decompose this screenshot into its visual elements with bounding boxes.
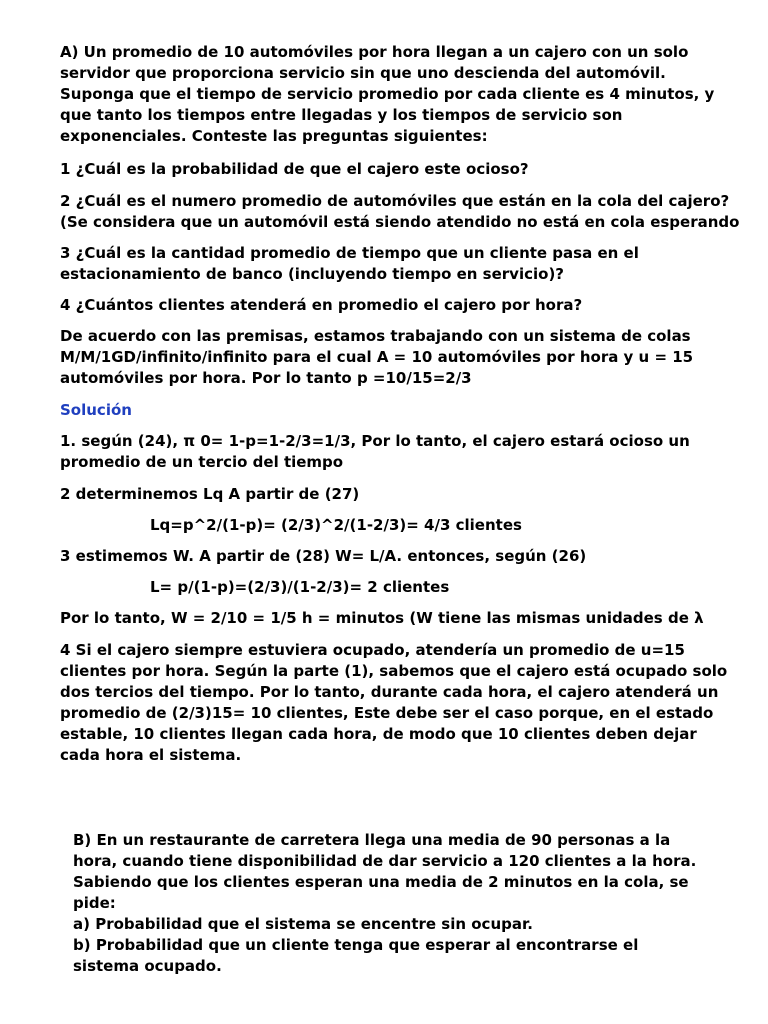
problem-b-item-a: a) Probabilidad que el sistema se encentre sin ocupar. [73, 915, 533, 933]
solution-3-result: Por lo tanto, W = 2/10 = 1/5 h = minutos (W tiene las mismas unidades de λ [60, 609, 704, 627]
solution-3: 3 estimemos W. A partir de (28) W= L/A. entonces, según (26) [60, 547, 587, 565]
question-1: 1 ¿Cuál es la probabilidad de que el cajero este ocioso? [60, 160, 529, 178]
solution-2: 2 determinemos Lq A partir de (27) [60, 485, 360, 503]
problem-a-intro: A) Un promedio de 10 automóviles por hora llegan a un cajero con un solo servidor que proporciona servicio sin que uno descienda del automóvil. Suponga que el tiempo de servicio promedio por cada cliente es 4 minutos, y que tanto los tiempos entre llegadas y los tiempos de servicio son exponenciales. Conteste las preguntas siguientes: [60, 43, 715, 145]
question-3: 3 ¿Cuál es la cantidad promedio de tiempo que un cliente pasa en el estacionamiento de banco (incluyendo tiempo en servicio)? [60, 244, 639, 283]
solution-heading: Solución [60, 401, 132, 419]
premise-paragraph: De acuerdo con las premisas, estamos trabajando con un sistema de colas M/M/1GD/infinito/infinito para el cual A = 10 automóviles por hora y u = 15 automóviles por hora. Por lo tanto p =10/15=2/3 [60, 327, 694, 387]
problem-b-intro: B) En un restaurante de carretera llega una media de 90 personas a la hora, cuando tiene disponibilidad de dar servicio a 120 clientes a la hora. Sabiendo que los clientes esperan una media de 2 minutos en la cola, se pide: [73, 831, 697, 912]
solution-4: 4 Si el cajero siempre estuviera ocupado, atendería un promedio de u=15 clientes por hora. Según la parte (1), sabemos que el cajero está ocupado solo dos tercios del tiempo. Por lo tanto, durante cada hora, el cajero atenderá un promedio de (2/3)15= 10 clientes, Este debe ser el caso porque, en el estado estable, 10 clientes llegan cada hora, de modo que 10 clientes deben dejar cada hora el sistema. [60, 641, 728, 764]
question-2: 2 ¿Cuál es el numero promedio de automóviles que están en la cola del cajero? (Se considera que un automóvil está siendo atendido no está en cola esperando [60, 192, 740, 231]
problem-b-item-b: b) Probabilidad que un cliente tenga que esperar al encontrarse el sistema ocupado. [73, 936, 639, 975]
solution-2-formula: Lq=p^2/(1-p)= (2/3)^2/(1-2/3)= 4/3 clientes [150, 516, 522, 534]
solution-3-formula: L= p/(1-p)=(2/3)/(1-2/3)= 2 clientes [150, 578, 450, 596]
question-4: 4 ¿Cuántos clientes atenderá en promedio el cajero por hora? [60, 296, 583, 314]
solution-1: 1. según (24), π 0= 1-p=1-2/3=1/3, Por lo tanto, el cajero estará ocioso un promedio de un tercio del tiempo [60, 432, 690, 471]
